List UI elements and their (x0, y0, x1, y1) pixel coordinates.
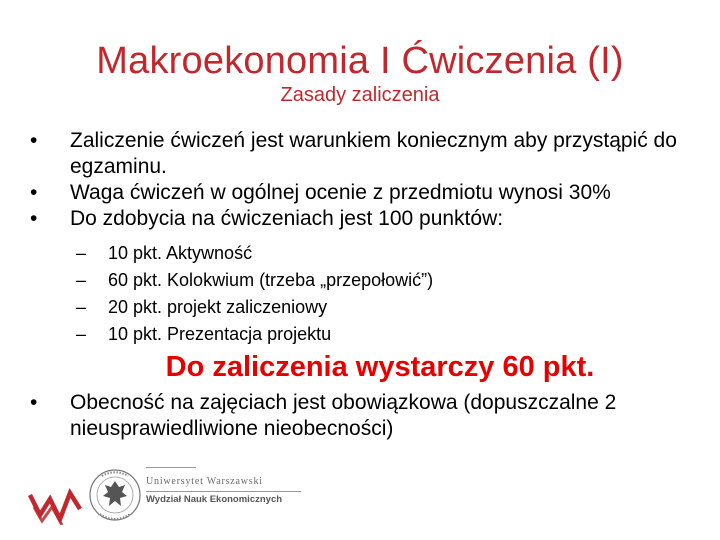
university-name: Uniwersytet Warszawski (146, 476, 263, 487)
attendance-bullet-list (30, 390, 710, 442)
bullet-marker: • (30, 181, 38, 204)
sub-bullet-item (76, 321, 433, 348)
bullet-text: Obecność na zajęciach jest obowiązkowa (dopuszczalne 2 nieusprawiedliwione nieobecności) (70, 391, 617, 440)
bullet-item (30, 390, 710, 442)
sub-bullet-text: 10 pkt. Prezentacja projektu (108, 324, 332, 344)
sub-bullet-marker: – (76, 243, 87, 263)
sub-bullet-item (76, 267, 433, 294)
bullet-text: Do zdobycia na ćwiczeniach jest 100 punktów: (70, 207, 504, 230)
sub-bullet-marker: – (76, 297, 87, 317)
bullet-text: Waga ćwiczeń w ogólnej ocenie z przedmiotu wynosi 30% (70, 181, 611, 204)
bullet-list (30, 128, 710, 232)
sub-bullet-text: 60 pkt. Kolokwium (trzeba „przepołowić”) (108, 270, 434, 290)
bullet-item (30, 180, 710, 206)
sub-bullet-marker: – (76, 270, 87, 290)
bullet-item (30, 206, 710, 232)
university-seal-icon (88, 468, 142, 522)
slide-title: Makroekonomia I Ćwiczenia (I) (96, 40, 624, 82)
sub-bullet-text: 20 pkt. projekt zaliczeniowy (108, 297, 328, 317)
slide-subtitle: Zasady zaliczenia (280, 84, 440, 106)
pass-threshold-highlight: Do zaliczenia wystarczy 60 pkt. (165, 351, 595, 383)
faculty-name: Wydział Nauk Ekonomicznych (146, 494, 283, 505)
bullet-text: Zaliczenie ćwiczeń jest warunkiem koniecznym aby przystąpić do egzaminu. (70, 129, 677, 178)
sub-bullet-item (76, 294, 433, 321)
bullet-item (30, 128, 710, 180)
divider (146, 491, 301, 492)
bullet-marker: • (30, 391, 38, 414)
bullet-marker: • (30, 207, 38, 230)
footer-logos (28, 465, 328, 525)
sub-bullet-list (76, 240, 433, 348)
divider (146, 467, 196, 468)
sub-bullet-text: 10 pkt. Aktywność (108, 243, 253, 263)
sub-bullet-marker: – (76, 324, 87, 344)
bullet-marker: • (30, 129, 38, 152)
faculty-zigzag-logo (28, 485, 84, 525)
sub-bullet-item (76, 240, 433, 267)
